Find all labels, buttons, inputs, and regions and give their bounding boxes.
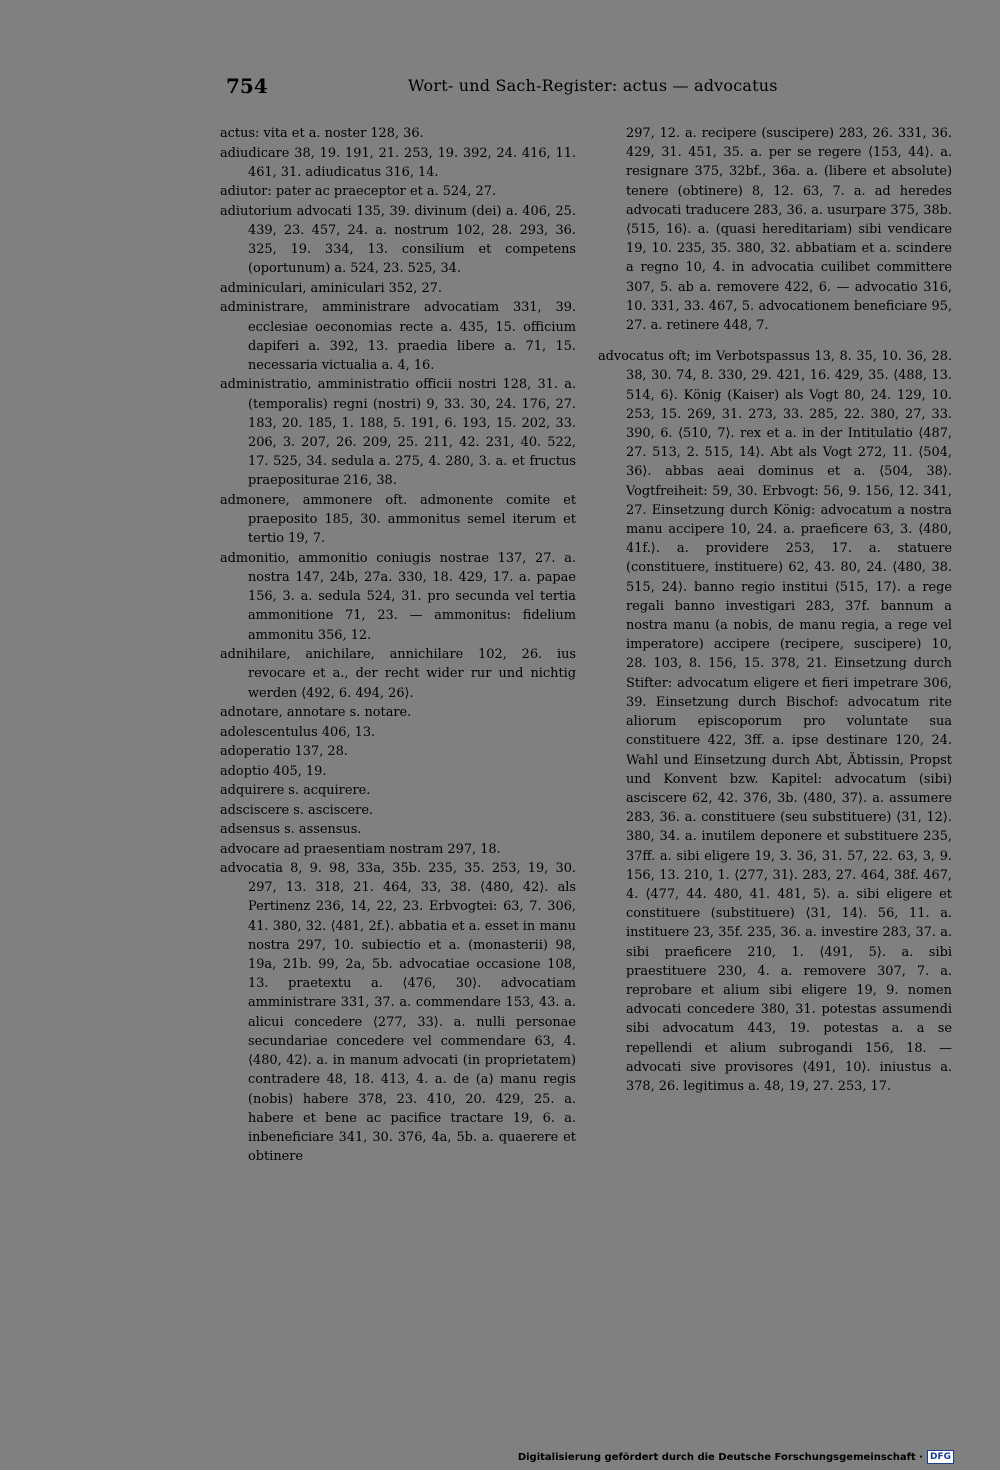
register-entry: adquirere s. acquirere. [220, 783, 371, 799]
register-entry: adsciscere s. asciscere. [220, 802, 374, 818]
register-entry: administrare, amministrare advocatiam 331, 39. ecclesiae oeconomias recte a. 435, 15. officium dapiferi a. 392, 13. praedia libere a. 71, 15. necessaria victualia a. 4, 16. [220, 300, 576, 373]
register-entry: adnotare, annotare s. notare. [220, 705, 412, 721]
page-number: 754 [226, 74, 268, 98]
register-entry: advocatia 8, 9. 98, 33a, 35b. 235, 35. 253, 19, 30. 297, 13. 318, 21. 464, 33, 38. ⟨480, 42⟩. als Pertinenz 236, 14, 22, 23. Erbvogtei: 63, 7. 306, 41. 380, 32. ⟨481, 2f.⟩. abbatia et a. esset in manu nostra 297, 10. subiectio et a. (monasterii) 98, 19a, 21b. 99, 2a, 5b. advocatiae occasione 108, 13. praetextu a. ⟨476, 30⟩. advocatiam amministrare 331, 37. a. commendare 153, 43. a. alicui concedere ⟨277, 33⟩. a. nulli personae secundariae concedere vel commendare 63, 4. ⟨480, 42⟩. a. in manum advocati (in proprietatem) contradere 48, 18. 413, 4. a. de (a) manu regis (nobis) habere 378, 23. 410, 20. 429, 25. a. habere et bene ac pacifice tractare 19, 6. a. inbeneficiare 341, 30. 376, 4a, 5b. a. quaerere et obtinere [220, 861, 576, 1165]
register-entry: adsensus s. assensus. [220, 822, 362, 838]
register-entry: adolescentulus 406, 13. [220, 724, 376, 740]
register-entry: adiutorium advocati 135, 39. divinum (dei) a. 406, 25. 439, 23. 457, 24. a. nostrum 102, 28. 293, 36. 325, 19. 334, 13. consilium et competens (oportunum) a. 524, 23. 525, 34. [220, 203, 576, 277]
register-entry: actus: vita et a. noster 128, 36. [220, 126, 424, 141]
register-entry: admonere, ammonere oft. admonente comite et praeposito 185, 30. ammonitus semel iterum et tertio 19, 7. [220, 492, 576, 547]
register-entry: adiudicare 38, 19. 191, 21. 253, 19. 392, 24. 416, 11. 461, 31. adiudicatus 316, 14. [220, 145, 576, 180]
register-entry: adoptio 405, 19. [220, 763, 327, 779]
credit-text: Digitalisierung gefördert durch die Deutsche Forschungsgemeinschaft · [517, 1451, 923, 1463]
dfg-logo: DFG [927, 1450, 954, 1464]
right-column [598, 124, 952, 1096]
running-title: Wort- und Sach-Register: actus — advocatus [408, 76, 778, 95]
register-entry: advocare ad praesentiam nostram 297, 18. [220, 841, 501, 857]
register-entry-advocatus: advocatus oft; im Verbotspassus 13, 8. 35, 10. 36, 28. 38, 30. 74, 8. 330, 29. 421, 16. 429, 35. ⟨488, 13. 514, 6⟩. König (Kaiser) als Vogt 80, 24. 129, 10. 253, 15. 269, 31. 273, 33. 285, 22. 380, 27, 33. 390, 6. ⟨510, 7⟩. rex et a. in der Intitulatio ⟨487, 27. 513, 2. 515, 14⟩. Abt als Vogt 272, 11. ⟨504, 36⟩. abbas aeai dominus et a. ⟨504, 38⟩. Vogtfreiheit: 59, 30. Erbvogt: 56, 9. 156, 12. 341, 27. Einsetzung durch König: advocatum a nostra manu accipere 10, 24. a. praeficere 63, 3. ⟨480, 41f.⟩. a. providere 253, 17. a. statuere (constituere, instituere) 62, 43. 80, 24. ⟨480, 38. 515, 24⟩. banno regio institui ⟨515, 17⟩. a rege regali banno investigari 283, 37f. bannum a nostra manu (a nobis, de manu regia, a rege vel imperatore) accipere (recipere, suscipere) 10, 28. 103, 8. 156, 15. 378, 21. Einsetzung durch Stifter: advocatum eligere et fieri impetrare 306, 39. Einsetzung durch Bischof: advocatum rite aliorum episcoporum pro voluntate sua constituere 422, 3ff. a. ipse destinare 120, 24. Wahl und Einsetzung durch Abt, Äbtissin, Propst und Konvent bzw. Kapitel: advocatum (sibi) asciscere 62, 42. 376, 3b. ⟨480, 37⟩. a. assumere 283, 36. a. constituere (seu substituere) ⟨31, 12⟩. 380, 34. a. inutilem deponere et substituere 235, 37ff. a. sibi eligere 19, 3. 36, 31. 57, 22. 63, 3, 9. 156, 13. 210, 1. ⟨277, 31⟩. 283, 27. 464, 38f. 467, 4. ⟨477, 44. 480, 41. 481, 5⟩. a. sibi eligere et constituere (substituere) ⟨31, 14⟩. 56, 11. a. instituere 23, 35f. 235, 36. a. investire 283, 37. a. sibi praeficere 210, 1. ⟨491, 5⟩. a. sibi praestituere 230, 4. a. removere 307, 7. a. reprobare et alium sibi eligere 19, 9. nomen advocati concedere 380, 31. potestas assumendi sibi advocatum 443, 19. potestas a. a se repellendi et alium subrogandi 156, 18. — advocati sive provisores ⟨491, 10⟩. iniustus a. 378, 26. legitimus a. 48, 19, 27. 253, 17. [598, 349, 952, 1094]
register-entry: admonitio, ammonitio coniugis nostrae 137, 27. a. nostra 147, 24b, 27a. 330, 18. 429, 17. a. papae 156, 3. a. sedula 524, 31. pro secunda vel tertia ammonitione 71, 23. — ammonitus: fidelium ammonitu 356, 12. [220, 550, 576, 643]
entry-gap [598, 335, 952, 347]
register-entry: adminiculari, aminiculari 352, 27. [220, 280, 442, 296]
register-entry: adnihilare, anichilare, annichilare 102, 26. ius revocare et a., der recht wider rur und nichtig werden ⟨492, 6. 494, 26⟩. [220, 647, 576, 701]
footer-credit [518, 1450, 954, 1464]
register-entry: adoperatio 137, 28. [220, 744, 348, 760]
continued-entry: 297, 12. a. recipere (suscipere) 283, 26. 331, 36. 429, 31. 451, 35. a. per se regere ⟨153, 44⟩. a. resignare 375, 32bf., 36a. a. (libere et absolute) tenere (obtinere) 8, 12. 63, 7. a. ad heredes advocati traducere 283, 36. a. usurpare 375, 38b. ⟨515, 16⟩. a. (quasi hereditariam) sibi vendicare 19, 10. 235, 35. 380, 32. abbatiam et a. scindere a regno 10, 4. in advocatia cuilibet committere 307, 5. ab a. removere 422, 6. — advocatio 316, 10. 331, 33. 467, 5. advocationem beneficiare 95, 27. a. retinere 448, 7. [626, 126, 952, 334]
left-column [220, 124, 576, 1166]
register-entry: adiutor: pater ac praeceptor et a. 524, 27. [220, 184, 497, 200]
register-entry: administratio, amministratio officii nostri 128, 31. a. (temporalis) regni (nostri) 9, 33. 30, 24. 176, 27. 183, 20. 185, 1. 188, 5. 191, 6. 193, 15. 202, 33. 206, 3. 207, 26. 209, 25. 211, 42. 231, 40. 522, 17. 525, 34. sedula a. 275, 4. 280, 3. a. et fructus praepositurae 216, 38. [220, 377, 576, 489]
